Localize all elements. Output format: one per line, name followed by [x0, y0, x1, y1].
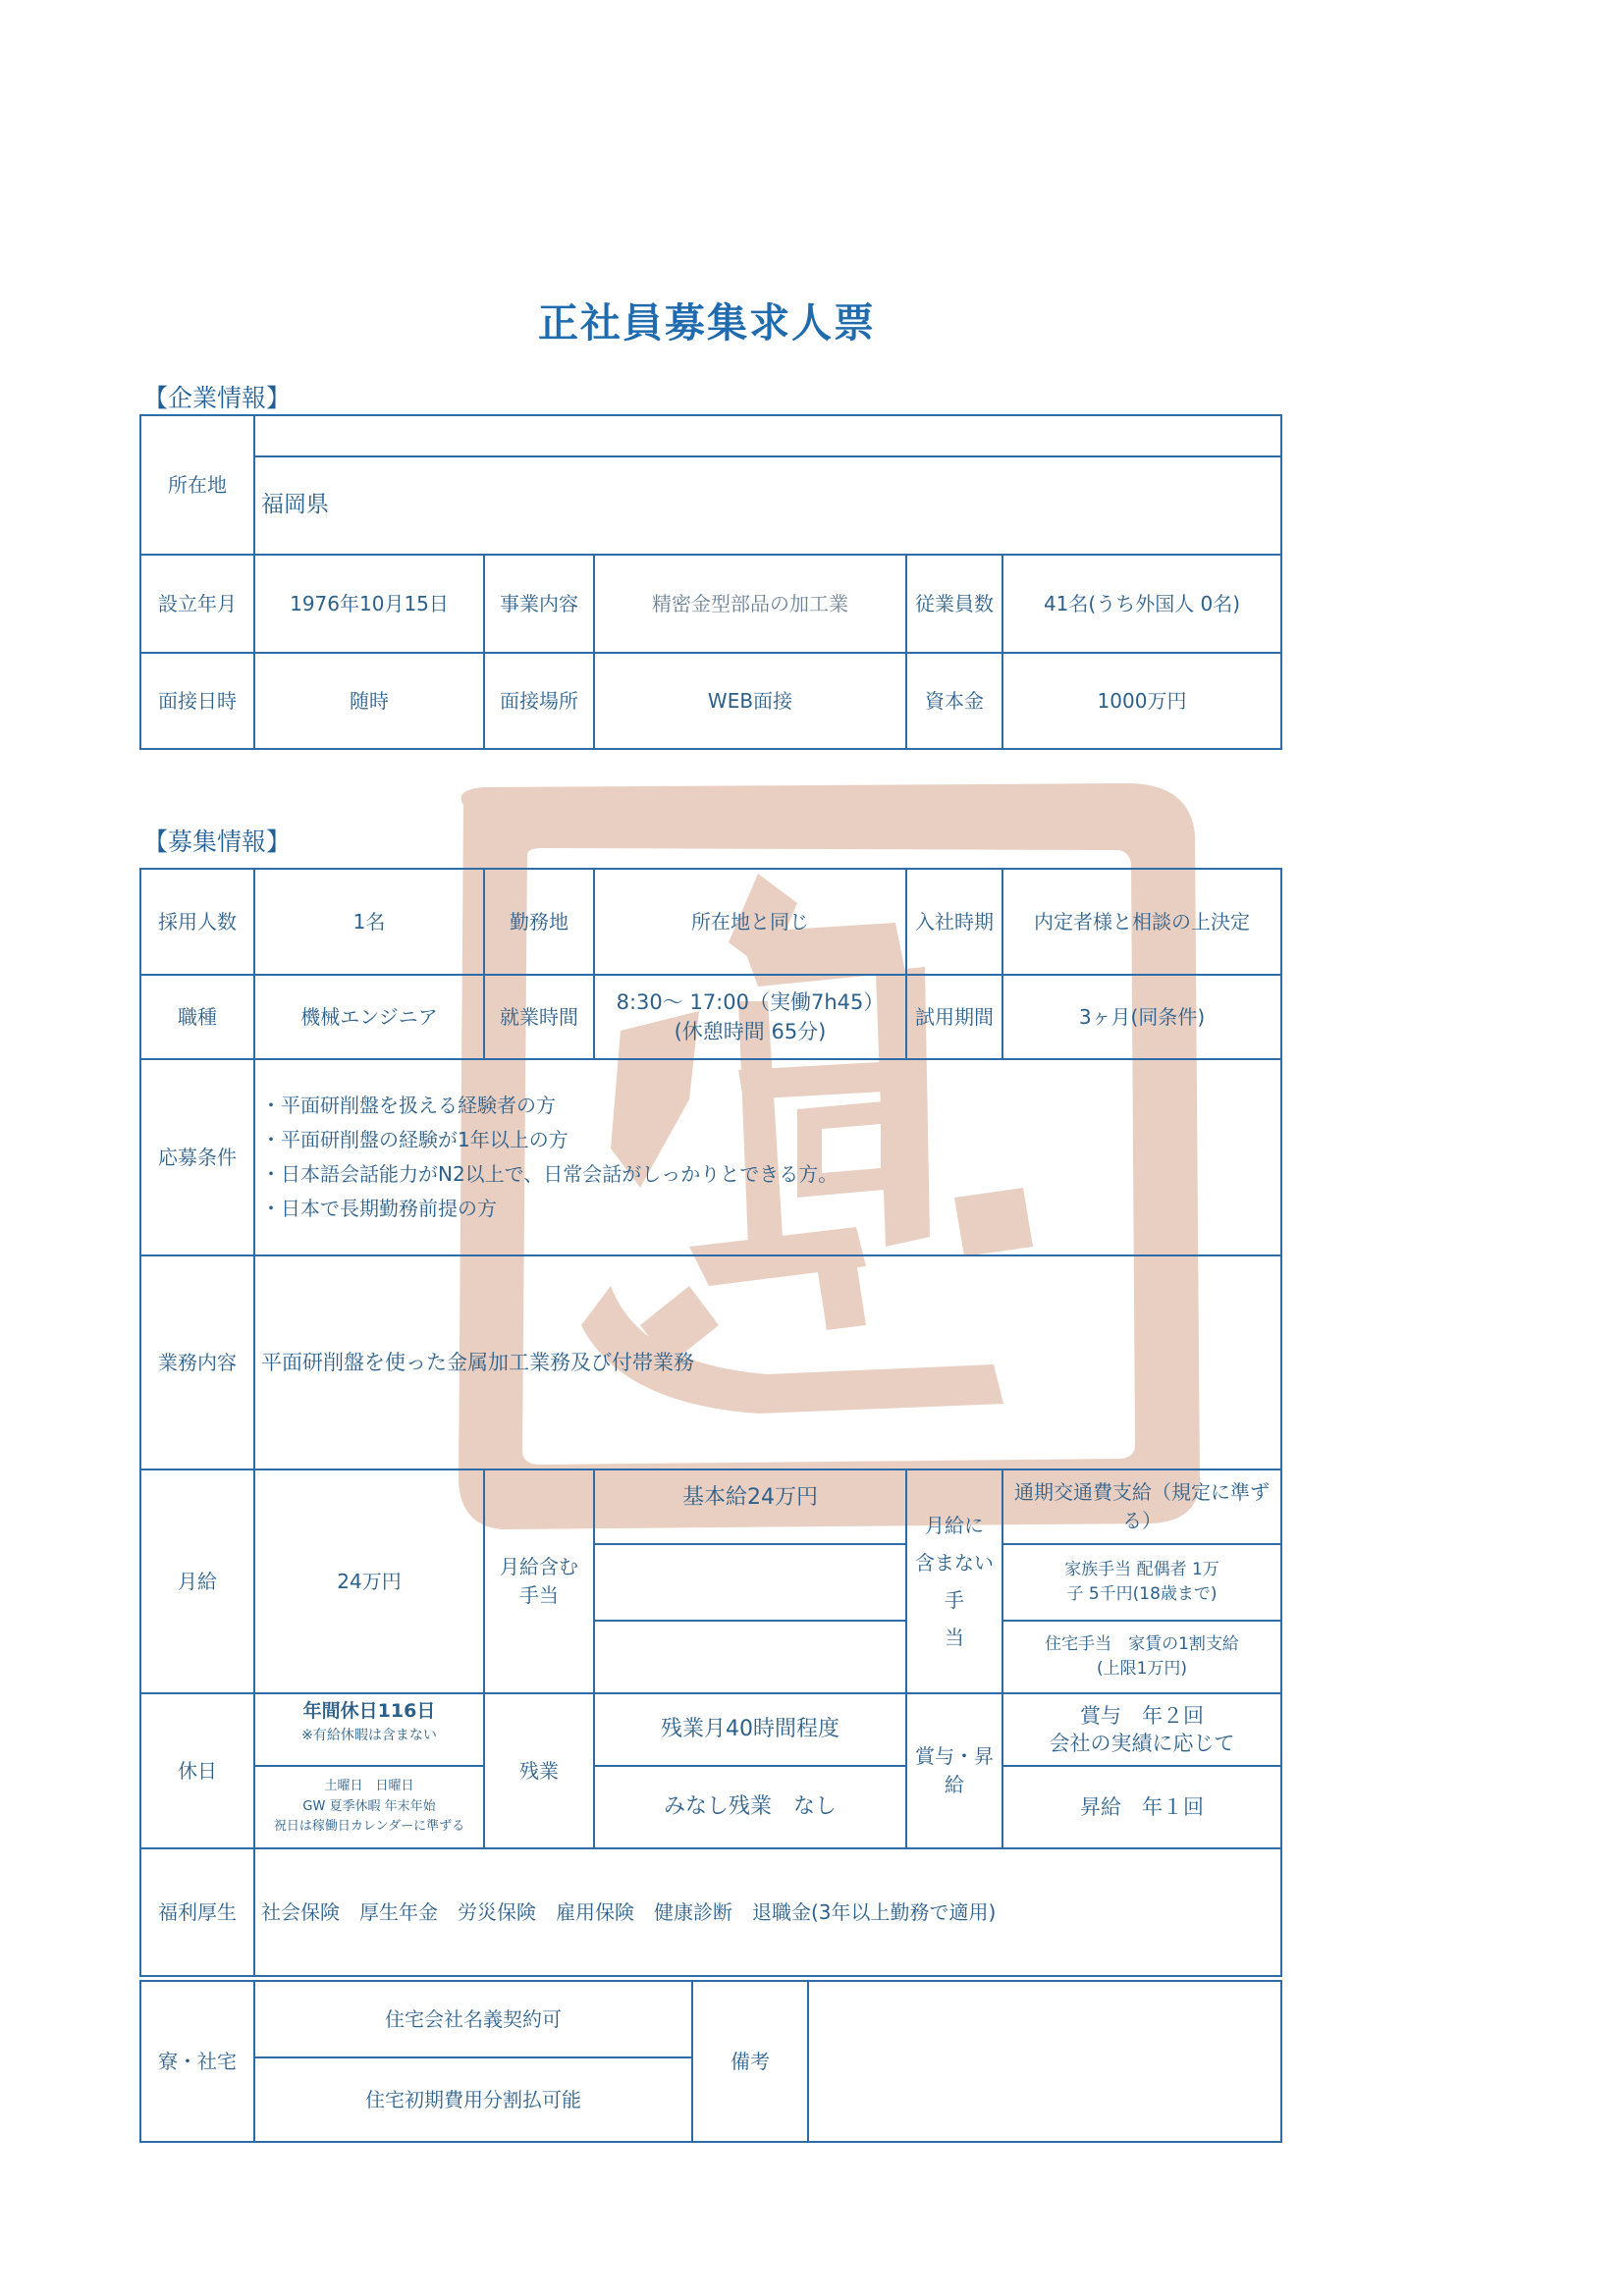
- included-allowance-blank-2: [594, 1621, 906, 1693]
- holiday-annual: 年間休日116日: [302, 1700, 436, 1722]
- hours-line-1: 8:30～ 17:00（実働7h45）: [616, 989, 885, 1014]
- holiday-detail-2: GW 夏季休暇 年末年始: [302, 1798, 436, 1814]
- condition-item: ・平面研削盤を扱える経験者の方: [261, 1094, 556, 1117]
- bonus-label: 賞与・昇給: [906, 1693, 1002, 1848]
- condition-item: ・平面研削盤の経験が1年以上の方: [261, 1128, 568, 1151]
- condition-item: ・日本語会話能力がN2以上で、日常会話がしっかりとできる方。: [261, 1162, 839, 1186]
- start-value: 内定者様と相談の上決定: [1002, 869, 1281, 975]
- recruit-info-table: [139, 868, 1282, 1977]
- trial-value: 3ヶ月(同条件): [1002, 975, 1281, 1059]
- condition-item: ・日本で長期勤務前提の方: [261, 1197, 497, 1220]
- interview-place-value: WEB面接: [594, 653, 906, 749]
- duties-label: 業務内容: [140, 1255, 254, 1469]
- job-value: 機械エンジニア: [254, 975, 484, 1059]
- bonus-line-1: 賞与 年２回: [1080, 1703, 1204, 1728]
- overtime-value: 残業月40時間程度: [594, 1693, 906, 1766]
- family-allowance-line-2: 子 5千円(18歳まで): [1066, 1584, 1218, 1604]
- founded-value: 1976年10月15日: [254, 555, 484, 653]
- company-section-label: 【企業情報】: [143, 384, 292, 412]
- deemed-overtime: みなし残業 なし: [594, 1766, 906, 1848]
- hires-label: 採用人数: [140, 869, 254, 975]
- salary-label: 月給: [140, 1469, 254, 1693]
- start-label: 入社時期: [906, 869, 1002, 975]
- commute-allowance: 通期交通費支給（規定に準ずる）: [1002, 1469, 1281, 1544]
- excluded-allowance-label-1: 月給に: [925, 1514, 984, 1537]
- capital-value: 1000万円: [1002, 653, 1281, 749]
- remarks-value: [808, 1981, 1281, 2142]
- business-value: 精密金型部品の加工業: [594, 555, 906, 653]
- holiday-note: ※有給休暇は含まない: [301, 1727, 437, 1743]
- welfare-value: 社会保険 厚生年金 労災保険 雇用保険 健康診断 退職金(3年以上勤務で適用): [254, 1848, 1281, 1976]
- interview-place-label: 面接場所: [484, 653, 594, 749]
- excluded-allowance-label-2: 含まない手: [915, 1551, 994, 1612]
- base-salary: 基本給24万円: [594, 1469, 906, 1544]
- employees-label: 従業員数: [906, 555, 1002, 653]
- welfare-label: 福利厚生: [140, 1848, 254, 1976]
- location-value: 福岡県: [254, 456, 1281, 555]
- holiday-label: 休日: [140, 1693, 254, 1848]
- holiday-detail-1: 土曜日 日曜日: [324, 1778, 414, 1793]
- excluded-allowance-label-3: 当: [945, 1626, 964, 1649]
- housing-allowance-line-2: (上限1万円): [1096, 1659, 1188, 1679]
- remarks-label: 備考: [692, 1981, 808, 2142]
- conditions-label: 応募条件: [140, 1059, 254, 1255]
- page-title: 正社員募集求人票: [538, 299, 876, 347]
- recruit-section-label: 【募集情報】: [143, 828, 292, 856]
- dorm-label: 寮・社宅: [140, 1981, 254, 2142]
- holiday-detail-3: 祝日は稼働日カレンダーに準ずる: [273, 1819, 465, 1835]
- founded-label: 設立年月: [140, 555, 254, 653]
- housing-allowance-line-1: 住宅手当 家賃の1割支給: [1045, 1634, 1239, 1655]
- duties-value: 平面研削盤を使った金属加工業務及び付帯業務: [254, 1255, 1281, 1469]
- salary-value: 24万円: [254, 1469, 484, 1693]
- family-allowance-line-1: 家族手当 配偶者 1万: [1064, 1560, 1219, 1580]
- hours-line-2: (休憩時間 65分): [674, 1020, 827, 1043]
- location-blank-row: [254, 415, 1281, 456]
- conditions-list: [254, 1059, 1281, 1255]
- dorm-remarks-table: [139, 1980, 1282, 2143]
- job-label: 職種: [140, 975, 254, 1059]
- location-label: 所在地: [140, 415, 254, 555]
- raise-value: 昇給 年１回: [1002, 1766, 1281, 1848]
- included-allowance-label: 月給含む手当: [484, 1469, 594, 1693]
- trial-label: 試用期間: [906, 975, 1002, 1059]
- overtime-label: 残業: [484, 1693, 594, 1848]
- employees-value: 41名(うち外国人 0名): [1002, 555, 1281, 653]
- hours-label: 就業時間: [484, 975, 594, 1059]
- dorm-line-1: 住宅会社名義契約可: [254, 1981, 692, 2057]
- company-info-table: [139, 414, 1282, 750]
- hires-value: 1名: [254, 869, 484, 975]
- workplace-value: 所在地と同じ: [594, 869, 906, 975]
- included-allowance-blank-1: [594, 1544, 906, 1621]
- dorm-line-2: 住宅初期費用分割払可能: [254, 2057, 692, 2142]
- workplace-label: 勤務地: [484, 869, 594, 975]
- interview-date-label: 面接日時: [140, 653, 254, 749]
- interview-date-value: 随時: [254, 653, 484, 749]
- bonus-line-2: 会社の実績に応じて: [1049, 1732, 1235, 1755]
- business-label: 事業内容: [484, 555, 594, 653]
- capital-label: 資本金: [906, 653, 1002, 749]
